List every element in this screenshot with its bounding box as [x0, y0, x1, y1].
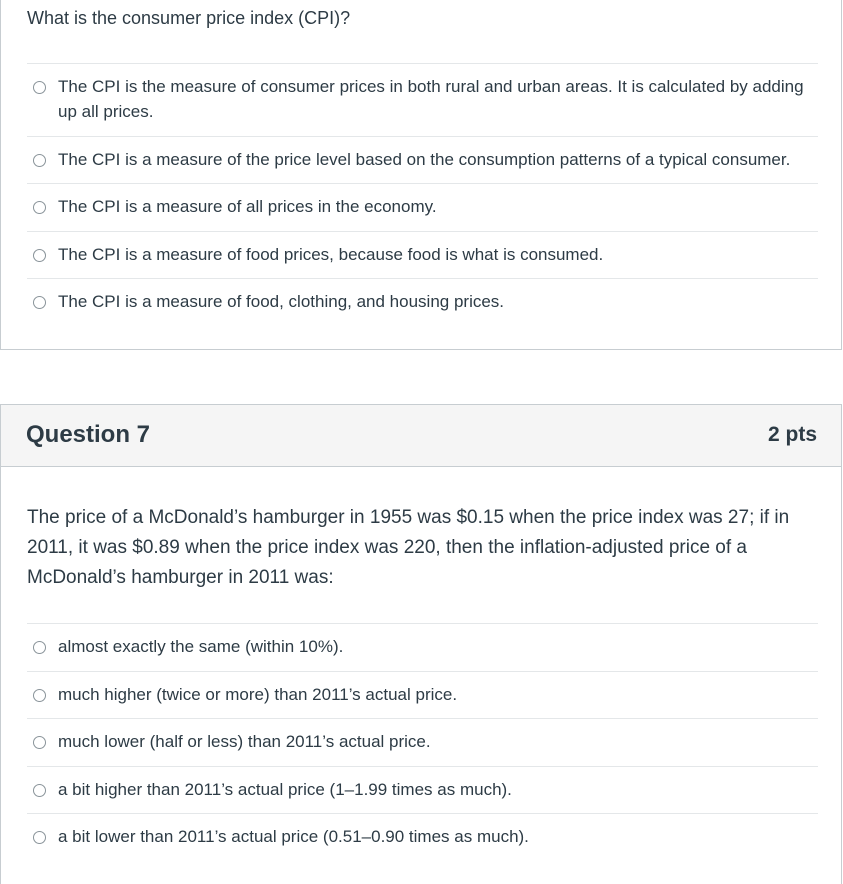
- radio-button[interactable]: [33, 81, 46, 94]
- radio-button[interactable]: [33, 736, 46, 749]
- answer-option[interactable]: [27, 63, 818, 136]
- answer-label: a bit higher than 2011’s actual price (1–1.99 times as much).: [58, 780, 512, 799]
- question-title: Question 7: [26, 421, 151, 448]
- question-6-answers: [27, 63, 818, 325]
- answer-label: much lower (half or less) than 2011’s actual price.: [58, 732, 431, 751]
- answer-label: The CPI is the measure of consumer prices in both rural and urban areas. It is calculated by adding up all prices.: [58, 77, 804, 121]
- question-6-panel: [0, 0, 842, 350]
- question-7-answers: [27, 623, 818, 860]
- radio-button[interactable]: [33, 201, 46, 214]
- answer-label: a bit lower than 2011’s actual price (0.51–0.90 times as much).: [58, 827, 529, 846]
- answer-label: The CPI is a measure of the price level based on the consumption patterns of a typical consumer.: [58, 150, 791, 169]
- question-7-panel: [0, 404, 842, 884]
- question-header: [1, 405, 841, 467]
- answer-label: almost exactly the same (within 10%).: [58, 637, 344, 656]
- answer-option[interactable]: [27, 623, 818, 671]
- radio-button[interactable]: [33, 689, 46, 702]
- answer-option[interactable]: [27, 718, 818, 766]
- answer-option[interactable]: [27, 278, 818, 325]
- radio-button[interactable]: [33, 831, 46, 844]
- question-7-text: The price of a McDonald’s hamburger in 1955 was $0.15 when the price index was 27; if in 2011, it was $0.89 when the price index was 220, then the inflation-adjusted price of a McDonald’s hamburger in 2011 was:: [27, 507, 790, 588]
- answer-option[interactable]: [27, 183, 818, 231]
- question-6-text: What is the consumer price index (CPI)?: [27, 8, 351, 28]
- answer-label: The CPI is a measure of food prices, because food is what is consumed.: [58, 245, 604, 264]
- answer-label: The CPI is a measure of all prices in the economy.: [58, 197, 437, 216]
- answer-option[interactable]: [27, 136, 818, 183]
- radio-button[interactable]: [33, 154, 46, 167]
- answer-option[interactable]: [27, 231, 818, 278]
- answer-option[interactable]: [27, 671, 818, 718]
- answer-label: The CPI is a measure of food, clothing, and housing prices.: [58, 292, 505, 311]
- radio-button[interactable]: [33, 249, 46, 262]
- question-points: 2 pts: [767, 423, 817, 446]
- radio-button[interactable]: [33, 296, 46, 309]
- answer-option[interactable]: [27, 813, 818, 860]
- radio-button[interactable]: [33, 641, 46, 654]
- answer-label: much higher (twice or more) than 2011’s actual price.: [58, 685, 458, 704]
- radio-button[interactable]: [33, 784, 46, 797]
- answer-option[interactable]: [27, 766, 818, 813]
